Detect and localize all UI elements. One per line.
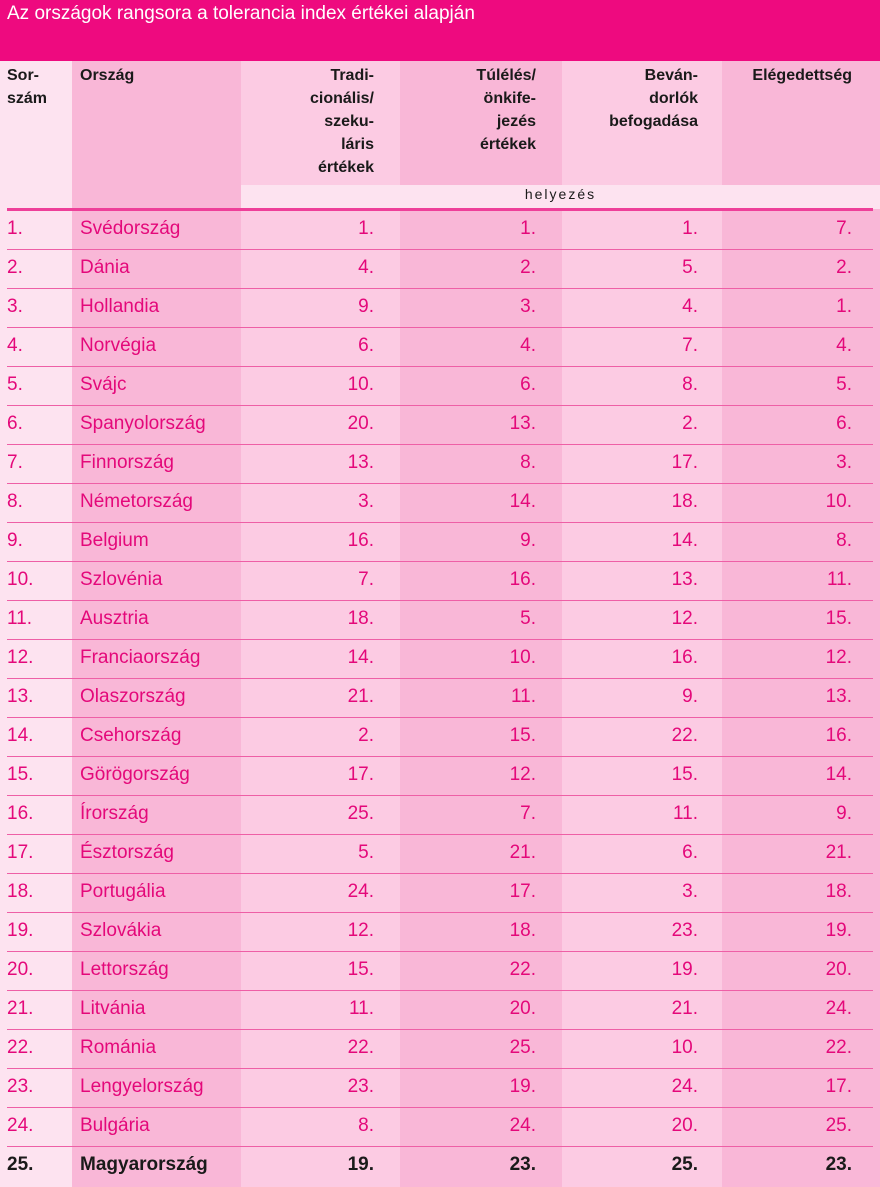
cell-immigrants: 22.	[671, 725, 698, 746]
cell-immigrants: 16.	[671, 647, 698, 668]
cell-rank: 5.	[7, 374, 23, 395]
cell-rank: 15.	[7, 764, 34, 785]
title-bar	[0, 0, 880, 61]
cell-rank: 18.	[7, 881, 34, 902]
table-row	[0, 796, 880, 835]
table-row	[0, 835, 880, 874]
cell-survival: 13.	[509, 413, 536, 434]
cell-immigrants: 7.	[682, 335, 698, 356]
cell-traditional: 15.	[347, 959, 374, 980]
cell-country: Spanyolország	[80, 413, 206, 434]
cell-satisfaction: 4.	[836, 335, 852, 356]
cell-traditional: 12.	[347, 920, 374, 941]
cell-traditional: 18.	[347, 608, 374, 629]
cell-immigrants: 11.	[672, 803, 698, 824]
header-traditional-line: Tradi-	[330, 67, 374, 84]
header-traditional-line: szeku-	[324, 113, 374, 130]
cell-traditional: 7.	[358, 569, 374, 590]
table-row	[0, 523, 880, 562]
cell-country: Németország	[80, 491, 193, 512]
table-row	[0, 718, 880, 757]
cell-satisfaction: 14.	[825, 764, 852, 785]
cell-traditional: 11.	[348, 998, 374, 1019]
cell-rank: 25.	[7, 1154, 34, 1175]
header-satisfaction: Elégedettség	[752, 67, 852, 84]
table-row	[0, 484, 880, 523]
cell-rank: 16.	[7, 803, 34, 824]
cell-satisfaction: 8.	[836, 530, 852, 551]
cell-satisfaction: 7.	[836, 218, 852, 239]
cell-country: Ausztria	[80, 608, 149, 629]
page-title: Az országok rangsora a tolerancia index értékei alapján	[7, 3, 475, 24]
cell-immigrants: 8.	[682, 374, 698, 395]
cell-survival: 23.	[509, 1154, 536, 1175]
cell-satisfaction: 19.	[825, 920, 852, 941]
cell-rank: 22.	[7, 1037, 34, 1058]
cell-survival: 9.	[520, 530, 536, 551]
cell-rank: 12.	[7, 647, 34, 668]
header-survival-line: értékek	[479, 136, 536, 153]
cell-satisfaction: 10.	[825, 491, 852, 512]
cell-rank: 3.	[7, 296, 23, 317]
cell-immigrants: 21.	[671, 998, 698, 1019]
cell-survival: 7.	[520, 803, 536, 824]
header-survival-line: jezés	[496, 113, 536, 130]
cell-survival: 24.	[509, 1115, 536, 1136]
cell-rank: 20.	[7, 959, 34, 980]
cell-rank: 9.	[7, 530, 23, 551]
cell-country: Csehország	[80, 725, 182, 746]
cell-country: Svédország	[80, 218, 181, 239]
table-row	[0, 991, 880, 1030]
cell-immigrants: 17.	[671, 452, 698, 473]
cell-country: Magyarország	[80, 1154, 208, 1175]
cell-satisfaction: 18.	[825, 881, 852, 902]
cell-traditional: 5.	[358, 842, 374, 863]
cell-satisfaction: 12.	[825, 647, 852, 668]
cell-survival: 5.	[520, 608, 536, 629]
cell-rank: 23.	[7, 1076, 34, 1097]
table-row	[0, 1030, 880, 1069]
table-row	[0, 289, 880, 328]
cell-country: Svájc	[80, 374, 127, 395]
cell-rank: 8.	[7, 491, 23, 512]
table-row	[0, 328, 880, 367]
cell-satisfaction: 24.	[825, 998, 852, 1019]
cell-satisfaction: 16.	[825, 725, 852, 746]
cell-survival: 2.	[520, 257, 536, 278]
cell-rank: 7.	[7, 452, 23, 473]
cell-traditional: 23.	[347, 1076, 374, 1097]
cell-satisfaction: 15.	[825, 608, 852, 629]
cell-satisfaction: 6.	[836, 413, 852, 434]
cell-satisfaction: 22.	[825, 1037, 852, 1058]
cell-survival: 17.	[509, 881, 536, 902]
cell-rank: 2.	[7, 257, 23, 278]
table-row	[0, 601, 880, 640]
cell-country: Dánia	[80, 257, 130, 278]
table-row	[0, 952, 880, 991]
cell-satisfaction: 17.	[825, 1076, 852, 1097]
cell-rank: 24.	[7, 1115, 34, 1136]
cell-country: Litvánia	[80, 998, 146, 1019]
cell-satisfaction: 13.	[825, 686, 852, 707]
cell-survival: 21.	[509, 842, 536, 863]
header-immigrants-line: befogadása	[609, 113, 698, 130]
cell-country: Észtország	[80, 842, 174, 863]
header-traditional-line: értékek	[317, 159, 374, 176]
cell-rank: 14.	[7, 725, 34, 746]
cell-rank: 4.	[7, 335, 23, 356]
cell-traditional: 16.	[347, 530, 374, 551]
header-survival	[400, 64, 536, 156]
cell-immigrants: 24.	[671, 1076, 698, 1097]
cell-traditional: 10.	[347, 374, 374, 395]
cell-immigrants: 12.	[671, 608, 698, 629]
cell-traditional: 8.	[358, 1115, 374, 1136]
cell-immigrants: 5.	[682, 257, 698, 278]
header-rank-line: szám	[7, 90, 48, 107]
cell-immigrants: 1.	[682, 218, 698, 239]
cell-survival: 15.	[509, 725, 536, 746]
table-row	[0, 874, 880, 913]
cell-survival: 1.	[520, 218, 536, 239]
cell-survival: 25.	[509, 1037, 536, 1058]
header-traditional-line: láris	[341, 136, 374, 153]
cell-country: Bulgária	[80, 1115, 150, 1136]
cell-survival: 22.	[509, 959, 536, 980]
cell-immigrants: 6.	[682, 842, 698, 863]
cell-traditional: 3.	[358, 491, 374, 512]
cell-country: Írország	[80, 803, 149, 824]
cell-immigrants: 15.	[671, 764, 698, 785]
cell-traditional: 17.	[347, 764, 374, 785]
cell-country: Norvégia	[80, 335, 157, 356]
cell-satisfaction: 5.	[836, 374, 852, 395]
cell-survival: 8.	[520, 452, 536, 473]
cell-immigrants: 9.	[682, 686, 698, 707]
cell-traditional: 19.	[347, 1154, 374, 1175]
cell-survival: 12.	[509, 764, 536, 785]
cell-satisfaction: 3.	[836, 452, 852, 473]
cell-survival: 19.	[509, 1076, 536, 1097]
cell-survival: 4.	[520, 335, 536, 356]
cell-country: Finnország	[80, 452, 174, 473]
header-immigrants-line: dorlók	[649, 90, 698, 107]
cell-traditional: 22.	[347, 1037, 374, 1058]
cell-country: Portugália	[80, 881, 166, 902]
cell-rank: 1.	[7, 218, 23, 239]
table-row	[0, 1069, 880, 1108]
header-rank	[7, 64, 47, 110]
cell-survival: 10.	[509, 647, 536, 668]
cell-traditional: 25.	[347, 803, 374, 824]
header-survival-line: önkife-	[483, 90, 536, 107]
cell-survival: 6.	[520, 374, 536, 395]
cell-traditional: 9.	[358, 296, 374, 317]
cell-traditional: 24.	[347, 881, 374, 902]
header-survival-line: Túlélés/	[476, 67, 536, 84]
cell-rank: 10.	[7, 569, 34, 590]
cell-immigrants: 19.	[671, 959, 698, 980]
cell-rank: 19.	[7, 920, 34, 941]
cell-satisfaction: 2.	[836, 257, 852, 278]
cell-immigrants: 25.	[671, 1154, 698, 1175]
cell-traditional: 21.	[347, 686, 374, 707]
table-row	[0, 562, 880, 601]
cell-country: Szlovénia	[80, 569, 163, 590]
cell-immigrants: 23.	[671, 920, 698, 941]
cell-rank: 17.	[7, 842, 34, 863]
cell-country: Belgium	[80, 530, 149, 551]
cell-survival: 11.	[510, 686, 536, 707]
cell-traditional: 14.	[347, 647, 374, 668]
cell-immigrants: 20.	[671, 1115, 698, 1136]
cell-immigrants: 2.	[682, 413, 698, 434]
header-traditional-line: cionális/	[309, 90, 374, 107]
header-immigrants	[562, 64, 698, 133]
table-row	[0, 757, 880, 796]
cell-satisfaction: 11.	[826, 569, 852, 590]
cell-traditional: 20.	[347, 413, 374, 434]
cell-immigrants: 14.	[671, 530, 698, 551]
header-country: Ország	[80, 67, 135, 84]
cell-satisfaction: 9.	[836, 803, 852, 824]
cell-immigrants: 4.	[682, 296, 698, 317]
cell-rank: 13.	[7, 686, 34, 707]
cell-traditional: 1.	[358, 218, 374, 239]
table-row	[0, 1147, 880, 1186]
cell-country: Görögország	[80, 764, 190, 785]
table-row	[0, 1108, 880, 1147]
cell-rank: 11.	[7, 608, 33, 629]
header-immigrants-line: Beván-	[644, 67, 698, 84]
cell-country: Hollandia	[80, 296, 160, 317]
cell-country: Olaszország	[80, 686, 186, 707]
cell-rank: 21.	[7, 998, 34, 1019]
table-row	[0, 250, 880, 289]
cell-immigrants: 18.	[671, 491, 698, 512]
cell-rank: 6.	[7, 413, 23, 434]
table-row	[0, 367, 880, 406]
cell-traditional: 13.	[347, 452, 374, 473]
cell-survival: 20.	[509, 998, 536, 1019]
cell-satisfaction: 23.	[825, 1154, 852, 1175]
cell-country: Lettország	[80, 959, 169, 980]
table-row	[0, 211, 880, 250]
cell-traditional: 4.	[358, 257, 374, 278]
table-row	[0, 679, 880, 718]
table-row	[0, 913, 880, 952]
cell-survival: 16.	[509, 569, 536, 590]
cell-satisfaction: 20.	[825, 959, 852, 980]
cell-survival: 3.	[520, 296, 536, 317]
cell-traditional: 2.	[358, 725, 374, 746]
table-row	[0, 640, 880, 679]
cell-satisfaction: 1.	[836, 296, 852, 317]
cell-country: Szlovákia	[80, 920, 162, 941]
table-row	[0, 406, 880, 445]
subheader-helyezes: helyezés	[524, 186, 597, 202]
header-rank-line: Sor-	[7, 67, 39, 84]
cell-country: Románia	[80, 1037, 157, 1058]
cell-satisfaction: 21.	[825, 842, 852, 863]
cell-satisfaction: 25.	[825, 1115, 852, 1136]
cell-immigrants: 10.	[671, 1037, 698, 1058]
header-traditional	[241, 64, 374, 179]
cell-country: Lengyelország	[80, 1076, 204, 1097]
cell-immigrants: 13.	[671, 569, 698, 590]
cell-survival: 14.	[509, 491, 536, 512]
table-row	[0, 445, 880, 484]
cell-traditional: 6.	[358, 335, 374, 356]
cell-immigrants: 3.	[682, 881, 698, 902]
cell-survival: 18.	[509, 920, 536, 941]
cell-country: Franciaország	[80, 647, 201, 668]
